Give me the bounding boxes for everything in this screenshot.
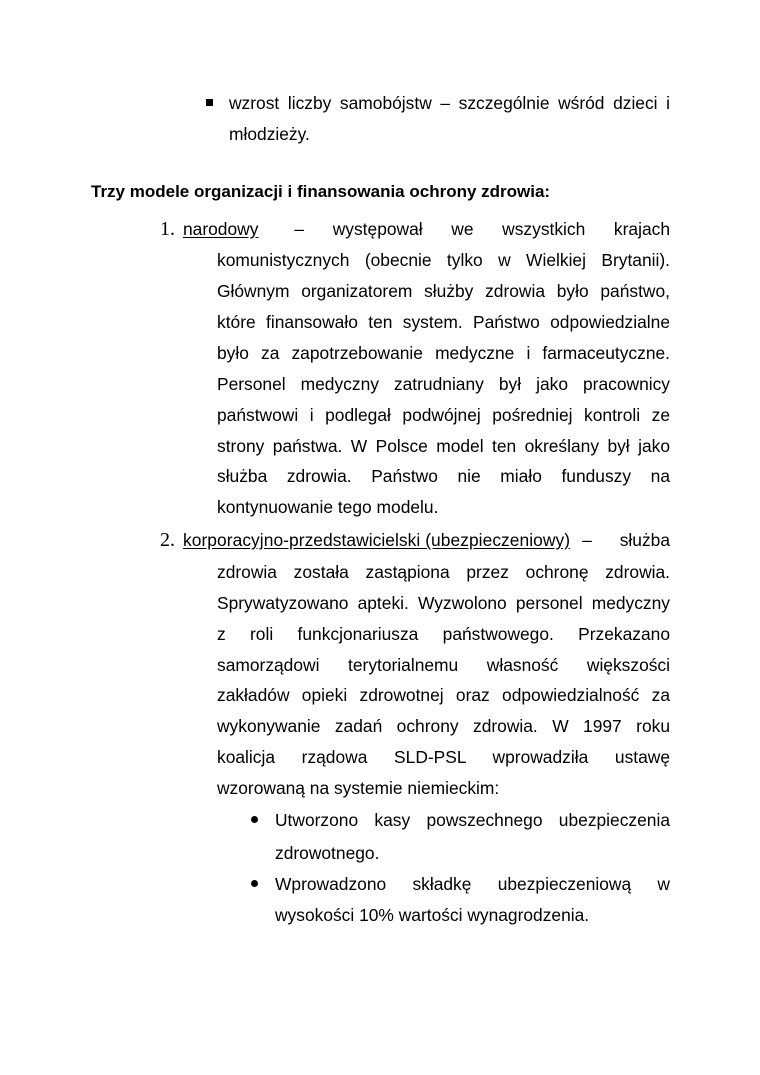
round-bullet-icon <box>251 880 258 887</box>
item-1-line: które finansowało ten system. Państwo odpowiedzialne <box>217 312 670 332</box>
item-1-line: strony państwa. W Polsce model ten określany był jako <box>217 436 670 456</box>
item-1-line: kontynuowanie tego modelu. <box>217 497 439 517</box>
sub-bullet-2-line-2: wysokości 10% wartości wynagrodzenia. <box>275 905 590 925</box>
sub-bullet-1-line-1: Utworzono kasy powszechnego ubezpieczenia <box>275 810 670 830</box>
intro-bullet-line-2: młodzieży. <box>229 124 310 144</box>
sub-bullet-1-line-2: zdrowotnego. <box>275 843 380 863</box>
item-2-first-line <box>183 530 670 550</box>
intro-bullet-line-1: wzrost liczby samobójstw – szczególnie wśród dzieci i <box>229 93 670 113</box>
item-2-line: koalicja rządowa SLD-PSL wprowadziła ustawę <box>217 747 670 767</box>
item-2-line: wykonywanie zadań ochrony zdrowia. W 1997 roku <box>217 716 670 736</box>
item-1-first-line-rest: – występował we wszystkich krajach <box>294 219 670 239</box>
list-number-2: 2. <box>160 529 175 551</box>
item-1-line: komunistycznych (obecnie tylko w Wielkiej Brytanii). <box>217 250 670 270</box>
item-1-line: państwowi i podlegał podwójnej pośredniej kontroli ze <box>217 405 670 425</box>
item-2-line: samorządowi terytorialnemu własność większości <box>217 655 670 675</box>
sub-bullet-2-line-1: Wprowadzono składkę ubezpieczeniową w <box>275 874 670 894</box>
item-1-line: było za zapotrzebowanie medyczne i farmaceutyczne. <box>217 343 670 363</box>
item-2-line: Sprywatyzowano apteki. Wyzwolono personel medyczny <box>217 593 670 613</box>
item-1-first-line <box>183 219 670 239</box>
item-1-line: Personel medyczny zatrudniany był jako pracownicy <box>217 374 670 394</box>
item-1-line: Głównym organizatorem służby zdrowia było państwo, <box>217 281 670 301</box>
item-2-line: wzorowaną na systemie niemieckim: <box>217 778 500 798</box>
round-bullet-icon <box>251 816 258 823</box>
item-2-first-line-rest: – służba <box>582 530 670 550</box>
item-2-line: z roli funkcjonariusza państwowego. Przekazano <box>217 624 670 644</box>
list-number-1: 1. <box>160 218 175 240</box>
item-1-line: służba zdrowia. Państwo nie miało funduszy na <box>217 466 670 486</box>
item-1-term: narodowy <box>183 219 259 239</box>
square-bullet-icon <box>206 99 213 106</box>
item-2-line: zdrowia została zastąpiona przez ochronę zdrowia. <box>217 562 670 582</box>
section-heading: Trzy modele organizacji i finansowania ochrony zdrowia: <box>91 182 551 201</box>
item-2-term: korporacyjno-przedstawicielski (ubezpieczeniowy) <box>183 530 571 550</box>
item-2-line: zakładów opieki zdrowotnej oraz odpowiedzialność za <box>217 685 670 705</box>
